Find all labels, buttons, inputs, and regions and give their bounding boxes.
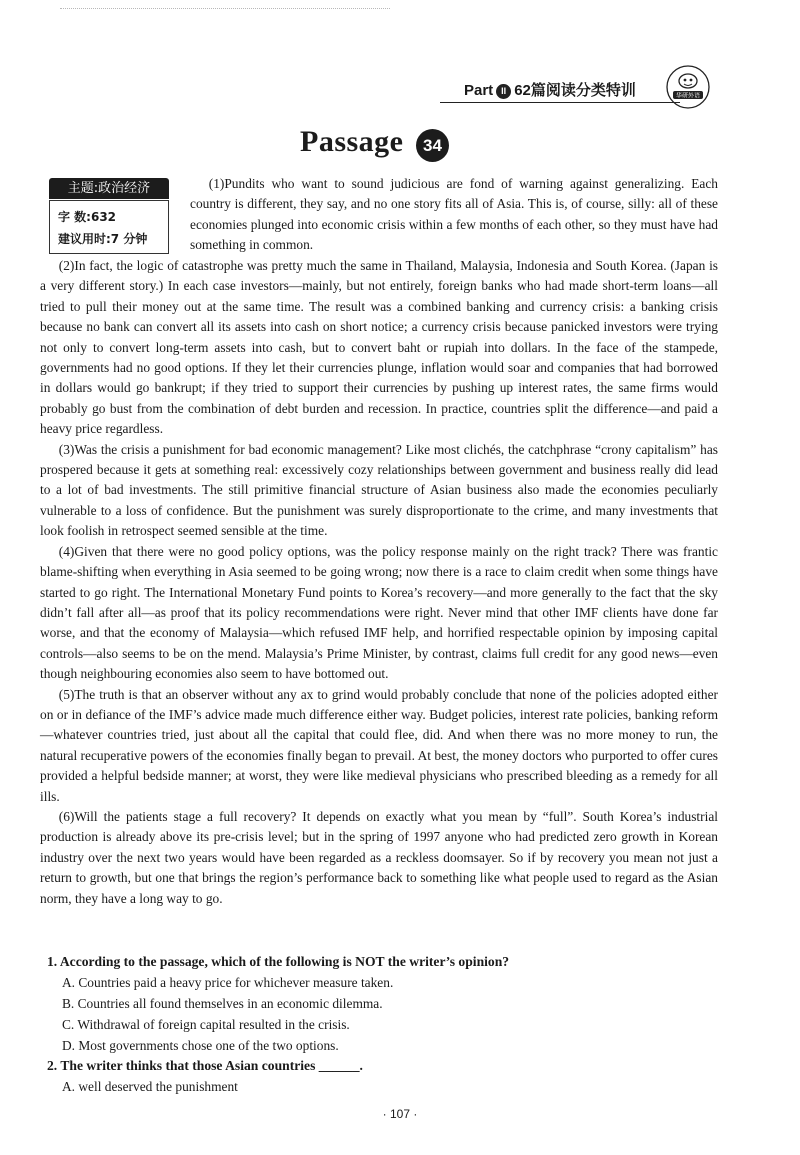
paragraph-6: (6)Will the patients stage a full recovery? It depends on exactly what you mean by “full”. South Korea’s industrial production is already above its pre-crisis level; but in the spring of 1997 anyone who had predicted zero growth in Korean industry over the next two years would have been regarded as a reckless doomsayer. So if by recovery you mean not just a return to growth, but one that brings the region’s performance back to something like what people used to regard as the Asian norm, they have a long way to go. [40,808,718,906]
question-1-option-d: D. Most governments chose one of the two options. [62,1038,339,1053]
info-box-body [49,200,169,254]
suggested-time: 建议用时:7 分钟 [58,232,148,246]
topic-label: 主题:政治经济 [49,178,169,199]
page-number: · 107 · [382,1107,418,1121]
question-1-option-c: C. Withdrawal of foreign capital resulted in the crisis. [62,1017,350,1032]
paragraph-5: (5)The truth is that an observer without any ax to grind would probably conclude that none of the policies adopted either on or in defiance of the IMF’s advice made much difference either way. Budget policies, interest rate policies, banking reform—whatever countries tried, just about all the capital that could flee, did. And when there was no more money to run, the natural recuperative powers of the economies finally began to prevail. At best, the money doctors who purported to offer cures provided a helpful bedside manner; at worst, they were like medieval physicians who prescribed bleeding as a remedy for all ills. [40,686,718,804]
paragraph-2: (2)In fact, the logic of catastrophe was pretty much the same in Thailand, Malaysia, Indonesia and South Korea. (Japan is a very different story.) In each case investors—mainly, but not entirely, foreign banks who had made short-term loans—all tried to pull their money out at the same time. The result was a combined banking and currency crisis: a banking crisis because no bank can convert all its assets into cash on short notice; a currency crisis because panicked investors were trying not only to convert long-term assets into cash, but to convert baht or rupiah into dollars. In the face of the stampede, governments had no good options. If they let their currencies plunge, inflation would soar and companies that had borrowed in dollars would go bankrupt; if they tried to support their currencies by pushing up interest rates, the same firms would probably go bust from the combination of debt burden and recession. In practice, countries split the difference—and paid a heavy price regardless. [40,258,718,437]
top-dotted-rule [60,8,390,9]
passage-body [40,256,718,909]
paragraph-4: (4)Given that there were no good policy options, was the policy response mainly on the right track? There was frantic blame-shifting when everything in Asia seemed to be going wrong; now there is a race to claim credit when some things have started to go right. The International Monetary Fund points to Korea’s recovery—and more generally to the fact that the sky didn’t fall after all—as proof that its policy recommendations were right. Never mind that other IMF clients have done far worse, and that the economy of Malaysia—which refused IMF help, and horrified respectable opinion by imposing capital controls—also seems to be on the mend. Malaysia’s Prime Minister, by contrast, claims full credit for any good news—even though neighbouring economies also seem to have bottomed out. [40,543,718,682]
paragraph-3: (3)Was the crisis a punishment for bad economic management? Like most clichés, the catchphrase “crony capitalism” has prospered because it gets at something real: excessively cozy relationships between government and business really did lead to a lot of bad investments. The still primitive financial structure of Asian business also made the economies peculiarly vulnerable to a loss of confidence. But the punishment was surely disproportionate to the crime, and many investments that look foolish in retrospect seemed sensible at the time. [40,441,718,539]
word-count: 字 数:632 [58,210,117,224]
passage-title [300,125,470,165]
passage-number-badge: 34 [416,129,449,162]
header-underline [440,102,680,103]
part-number-badge: II [496,84,511,99]
question-1-option-b: B. Countries all found themselves in an economic dilemma. [62,996,383,1011]
question-2-stem: 2. The writer thinks that those Asian countries ______. [47,1058,363,1073]
paragraph-1: (1)Pundits who want to sound judicious are fond of warning against generalizing. Each country is different, they say, and no one story fits all of Asia. This is, of course, silly: all of these economies plunged into economic crisis within a few months of each other, so they must have had something in common. [190,176,718,253]
question-2-option-a: A. well deserved the punishment [62,1079,238,1094]
publisher-logo [665,64,711,110]
logo-text: 华研外语 [675,92,701,100]
question-1-option-a: A. Countries paid a heavy price for whichever measure taken. [62,975,394,990]
passage-info-box [47,178,172,254]
header-title: Part II 62篇阅读分类特训 [464,82,636,99]
question-1-stem: 1. According to the passage, which of the following is NOT the writer’s opinion? [47,954,510,969]
passage-title-word: Passage [300,125,404,158]
